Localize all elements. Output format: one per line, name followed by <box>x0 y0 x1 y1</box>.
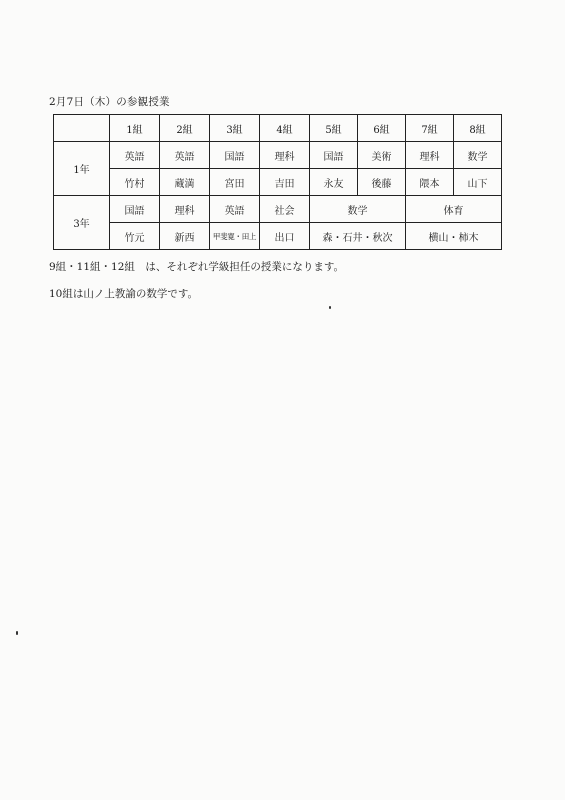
grade3-subject-cell: 社会 <box>260 196 310 223</box>
grade3-subject-cell: 理科 <box>160 196 210 223</box>
grade3-teacher-cell: 出口 <box>260 223 310 250</box>
grade3-teacher-cell: 森・石井・秋次 <box>310 223 406 250</box>
grade3-subject-cell: 国語 <box>110 196 160 223</box>
header-class-2: 2組 <box>160 115 210 142</box>
grade1-subject-cell: 理科 <box>260 142 310 169</box>
header-corner-cell <box>54 115 110 142</box>
header-class-5: 5組 <box>310 115 358 142</box>
observation-class-table <box>53 114 502 250</box>
grade1-subject-cell: 英語 <box>160 142 210 169</box>
grade3-subject-row <box>54 196 502 223</box>
grade3-teacher-cell: 横山・柿木 <box>406 223 502 250</box>
grade1-teacher-row <box>54 169 502 196</box>
grade1-teacher-cell: 吉田 <box>260 169 310 196</box>
grade1-subject-cell: 美術 <box>358 142 406 169</box>
grade1-teacher-cell: 竹村 <box>110 169 160 196</box>
grade1-label: 1年 <box>54 142 110 196</box>
scan-speck <box>329 306 331 309</box>
grade1-teacher-cell: 宮田 <box>210 169 260 196</box>
table-header-row <box>54 115 502 142</box>
header-class-8: 8組 <box>454 115 502 142</box>
grade1-subject-cell: 国語 <box>310 142 358 169</box>
scan-speck <box>16 631 18 635</box>
grade1-subject-cell: 理科 <box>406 142 454 169</box>
grade1-teacher-cell: 蔵満 <box>160 169 210 196</box>
grade3-teacher-row <box>54 223 502 250</box>
grade3-teacher-cell: 新西 <box>160 223 210 250</box>
grade1-teacher-cell: 後藤 <box>358 169 406 196</box>
grade1-teacher-cell: 山下 <box>454 169 502 196</box>
grade1-subject-cell: 英語 <box>110 142 160 169</box>
grade3-label: 3年 <box>54 196 110 250</box>
grade3-teacher-cell: 甲斐寛・田上 <box>210 223 260 250</box>
grade3-subject-cell: 数学 <box>310 196 406 223</box>
grade1-subject-row <box>54 142 502 169</box>
grade1-teacher-cell: 永友 <box>310 169 358 196</box>
header-class-4: 4組 <box>260 115 310 142</box>
class10-note: 10組は山ノ上教諭の数学です。 <box>49 288 199 300</box>
grade1-teacher-cell: 隈本 <box>406 169 454 196</box>
homeroom-note: 9組・11組・12組 は、それぞれ学級担任の授業になります。 <box>49 261 345 273</box>
grade3-subject-cell: 体育 <box>406 196 502 223</box>
grade3-teacher-cell: 竹元 <box>110 223 160 250</box>
header-class-3: 3組 <box>210 115 260 142</box>
header-class-7: 7組 <box>406 115 454 142</box>
grade1-subject-cell: 国語 <box>210 142 260 169</box>
header-class-1: 1組 <box>110 115 160 142</box>
grade1-subject-cell: 数学 <box>454 142 502 169</box>
grade3-subject-cell: 英語 <box>210 196 260 223</box>
header-class-6: 6組 <box>358 115 406 142</box>
page-title: 2月7日（木）の参観授業 <box>49 96 170 108</box>
